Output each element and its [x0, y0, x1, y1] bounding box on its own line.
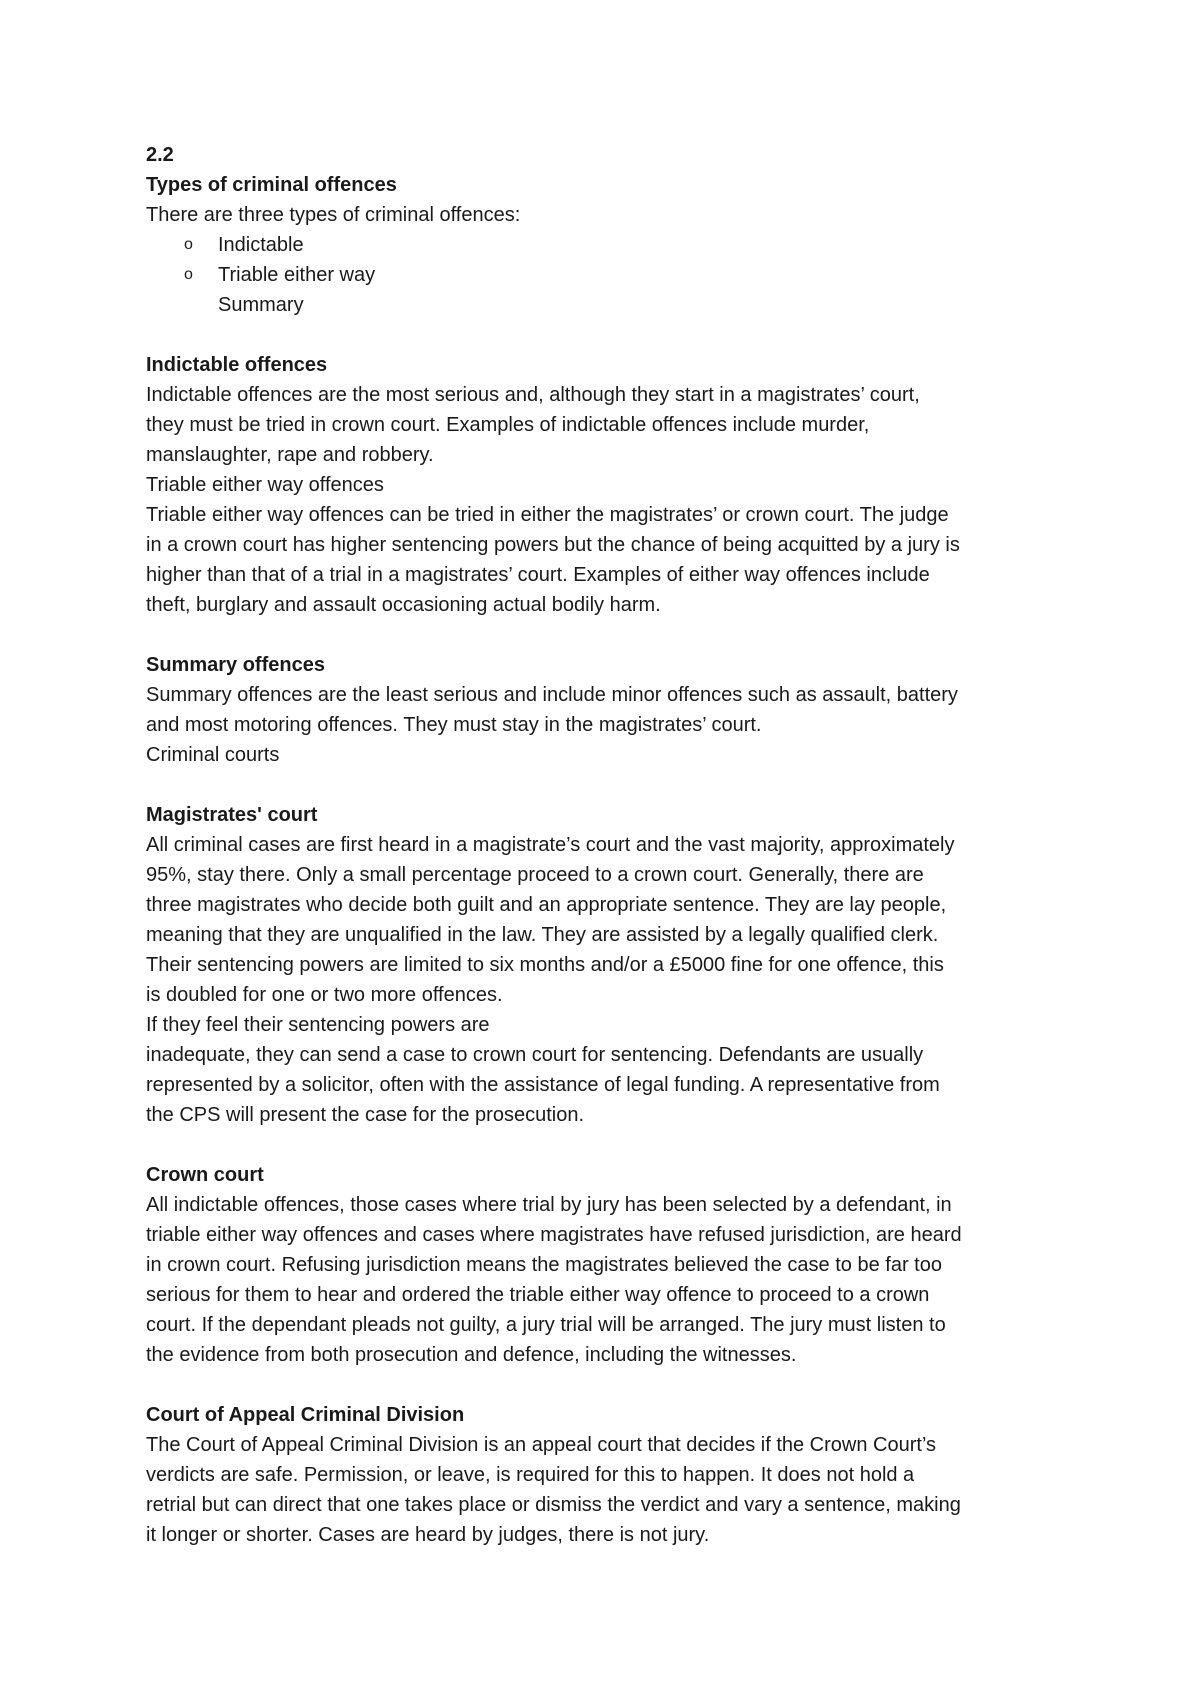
paragraph-line: triable either way offences and cases where magistrates have refused jurisdiction, are heard	[146, 1224, 962, 1246]
list-item-label: Indictable	[218, 234, 304, 256]
paragraph-line: The Court of Appeal Criminal Division is an appeal court that decides if the Crown Court’s	[146, 1434, 937, 1456]
paragraph-line: inadequate, they can send a case to crown court for sentencing. Defendants are usually	[146, 1044, 924, 1066]
paragraph-line: Triable either way offences can be tried in either the magistrates’ or crown court. The judge	[146, 504, 949, 526]
paragraph-line: Indictable offences are the most serious and, although they start in a magistrates’ court,	[146, 384, 920, 406]
page-title: Types of criminal offences	[146, 174, 397, 196]
paragraph-line: All criminal cases are first heard in a magistrate’s court and the vast majority, approximately	[146, 834, 955, 856]
paragraph-line: manslaughter, rape and robbery.	[146, 444, 434, 466]
paragraph-line: serious for them to hear and ordered the triable either way offence to proceed to a crown	[146, 1284, 930, 1306]
paragraph-line: court. If the dependant pleads not guilty, a jury trial will be arranged. The jury must listen to	[146, 1314, 946, 1336]
intro-text: There are three types of criminal offences:	[146, 204, 521, 226]
paragraph-line: retrial but can direct that one takes place or dismiss the verdict and vary a sentence, making	[146, 1494, 961, 1516]
criminal-courts-label: Criminal courts	[146, 744, 280, 766]
document-page	[146, 140, 1076, 1550]
paragraph-line: represented by a solicitor, often with the assistance of legal funding. A representative from	[146, 1074, 940, 1096]
offence-types-list	[146, 230, 1076, 320]
paragraph-line: Summary offences are the least serious and include minor offences such as assault, battery	[146, 684, 958, 706]
list-item	[146, 230, 1076, 260]
spacer	[146, 320, 1076, 350]
spacer	[146, 1130, 1076, 1160]
paragraph-line: Their sentencing powers are limited to six months and/or a £5000 fine for one offence, this	[146, 954, 944, 976]
magistrates-heading: Magistrates' court	[146, 804, 318, 826]
spacer	[146, 1370, 1076, 1400]
crown-heading: Crown court	[146, 1164, 264, 1186]
paragraph-line: 95%, stay there. Only a small percentage proceed to a crown court. Generally, there are	[146, 864, 924, 886]
paragraph-line: in crown court. Refusing jurisdiction means the magistrates believed the case to be far too	[146, 1254, 942, 1276]
paragraph-line: it longer or shorter. Cases are heard by judges, there is not jury.	[146, 1524, 710, 1546]
bullet-icon: o	[184, 266, 193, 283]
list-item	[146, 260, 1076, 290]
paragraph-line: meaning that they are unqualified in the law. They are assisted by a legally qualified clerk.	[146, 924, 939, 946]
paragraph-line: the evidence from both prosecution and defence, including the witnesses.	[146, 1344, 797, 1366]
triable-heading: Triable either way offences	[146, 474, 384, 496]
paragraph-line: they must be tried in crown court. Examples of indictable offences include murder,	[146, 414, 870, 436]
paragraph-line: theft, burglary and assault occasioning actual bodily harm.	[146, 594, 661, 616]
list-item-label: Triable either way	[218, 264, 376, 286]
paragraph-line: the CPS will present the case for the prosecution.	[146, 1104, 585, 1126]
indictable-heading: Indictable offences	[146, 354, 328, 376]
list-item	[146, 290, 1076, 320]
paragraph-line: verdicts are safe. Permission, or leave, is required for this to happen. It does not hold a	[146, 1464, 915, 1486]
paragraph-line: is doubled for one or two more offences.	[146, 984, 503, 1006]
summary-heading: Summary offences	[146, 654, 325, 676]
paragraph-line: in a crown court has higher sentencing powers but the chance of being acquitted by a jury is	[146, 534, 960, 556]
bullet-icon: o	[184, 236, 193, 253]
paragraph-line: and most motoring offences. They must stay in the magistrates’ court.	[146, 714, 762, 736]
paragraph-line: higher than that of a trial in a magistrates’ court. Examples of either way offences include	[146, 564, 930, 586]
paragraph-line: All indictable offences, those cases where trial by jury has been selected by a defendant, in	[146, 1194, 952, 1216]
list-item-label: Summary	[218, 294, 304, 316]
spacer	[146, 620, 1076, 650]
paragraph-line: If they feel their sentencing powers are	[146, 1014, 490, 1036]
appeal-heading: Court of Appeal Criminal Division	[146, 1404, 465, 1426]
section-number: 2.2	[146, 144, 174, 166]
paragraph-line: three magistrates who decide both guilt and an appropriate sentence. They are lay people,	[146, 894, 947, 916]
spacer	[146, 770, 1076, 800]
